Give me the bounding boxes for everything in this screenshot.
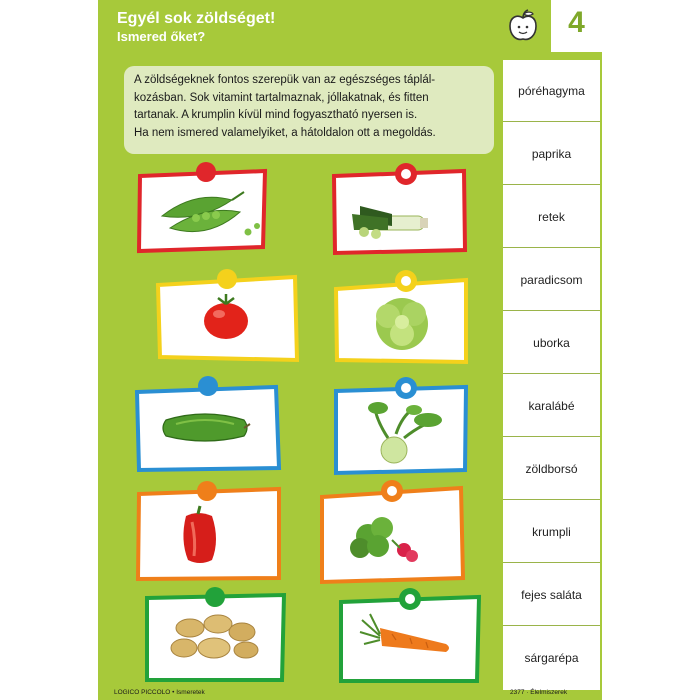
frame-button-potatoes[interactable] bbox=[205, 587, 225, 607]
frame-button-leek[interactable] bbox=[395, 163, 417, 185]
lettuce-icon bbox=[376, 298, 428, 350]
frame-pepper[interactable] bbox=[138, 489, 279, 579]
frame-cucumber[interactable] bbox=[137, 387, 279, 470]
frame-button-lettuce[interactable] bbox=[395, 270, 417, 292]
footer-right: 2377 · Élelmiszerek bbox=[510, 689, 568, 696]
word-item: póréhagyma bbox=[503, 60, 600, 122]
frame-peas[interactable] bbox=[139, 171, 265, 251]
frame-lettuce[interactable] bbox=[336, 280, 466, 362]
cucumber-icon bbox=[163, 414, 250, 441]
frame-button-carrot[interactable] bbox=[399, 588, 421, 610]
footer-left: LOGICO PICCOLO • Ismeretek bbox=[114, 689, 205, 696]
frame-tomato[interactable] bbox=[158, 277, 297, 360]
frame-radish[interactable] bbox=[322, 488, 463, 582]
frame-button-kohlrabi[interactable] bbox=[395, 377, 417, 399]
word-item: karalábé bbox=[503, 375, 600, 437]
page-title: Egyél sok zöldséget! bbox=[117, 10, 276, 27]
frame-kohlrabi[interactable] bbox=[336, 387, 466, 473]
intro-line: Ha nem ismered valamelyiket, a hátoldalon ott a megoldás. bbox=[134, 126, 436, 139]
page-number: 4 bbox=[568, 6, 585, 39]
frame-button-cucumber[interactable] bbox=[198, 376, 218, 396]
word-item: retek bbox=[503, 186, 600, 248]
intro-line: A zöldségeknek fontos szerepük van az egészséges táplál- bbox=[134, 74, 436, 86]
intro-line: kozásban. Sok vitamint tartalmaznak, jóllakatnak, és fitten bbox=[134, 91, 429, 104]
page-subtitle: Ismered őket? bbox=[117, 29, 206, 44]
frame-potatoes[interactable] bbox=[147, 595, 284, 680]
word-item: paradicsom bbox=[503, 249, 600, 311]
word-item: paprika bbox=[503, 123, 600, 185]
frame-button-peas[interactable] bbox=[196, 162, 216, 182]
frame-button-tomato[interactable] bbox=[217, 269, 237, 289]
intro-line: tartanak. A krumplin kívül mind fogyasztható nyersen is. bbox=[134, 109, 418, 121]
word-item: krumpli bbox=[503, 501, 600, 563]
word-item: sárgarépa bbox=[524, 651, 579, 665]
frame-button-pepper[interactable] bbox=[197, 481, 217, 501]
word-item: zöldborsó bbox=[503, 438, 600, 500]
word-item: uborka bbox=[503, 312, 600, 374]
frame-button-radish[interactable] bbox=[381, 480, 403, 502]
word-item: fejes saláta bbox=[503, 564, 600, 626]
frame-leek[interactable] bbox=[334, 171, 465, 253]
